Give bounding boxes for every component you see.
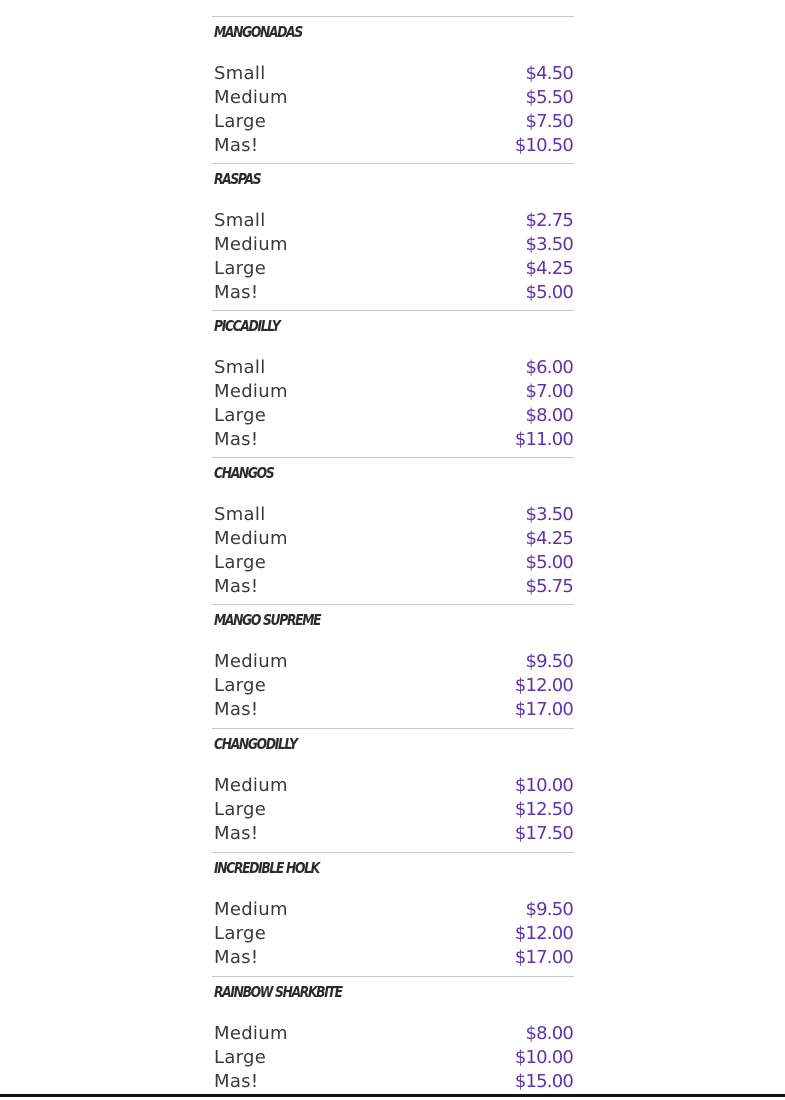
price-value: $10.50 <box>514 134 573 156</box>
price-value: $3.50 <box>525 503 573 525</box>
size-label: Medium <box>214 898 288 920</box>
price-menu <box>212 16 574 1100</box>
price-row <box>212 649 574 673</box>
price-row <box>212 85 574 109</box>
price-row <box>212 1021 574 1045</box>
price-value: $7.50 <box>525 110 573 132</box>
price-value: $5.00 <box>525 551 573 573</box>
size-label: Medium <box>214 650 288 672</box>
price-value: $4.25 <box>525 257 573 279</box>
price-row <box>212 697 574 721</box>
menu-section-rainbow-sharkbite <box>212 976 574 1100</box>
size-label: Medium <box>214 380 288 402</box>
size-label: Mas! <box>214 698 259 720</box>
size-label: Medium <box>214 233 288 255</box>
menu-section-mango-supreme <box>212 604 574 728</box>
price-value: $4.50 <box>525 62 573 84</box>
section-title: CHANGOS <box>214 464 274 482</box>
size-label: Mas! <box>214 822 259 844</box>
price-value: $4.25 <box>525 527 573 549</box>
price-value: $11.00 <box>514 428 573 450</box>
price-row <box>212 133 574 157</box>
price-row <box>212 208 574 232</box>
price-value: $17.00 <box>514 946 573 968</box>
price-row <box>212 526 574 550</box>
price-value: $9.50 <box>525 898 573 920</box>
menu-section-changos <box>212 457 574 604</box>
menu-section-piccadilly <box>212 310 574 457</box>
price-row <box>212 403 574 427</box>
price-value: $6.00 <box>525 356 573 378</box>
size-label: Mas! <box>214 428 259 450</box>
price-value: $15.00 <box>514 1070 573 1092</box>
price-value: $2.75 <box>525 209 573 231</box>
price-row <box>212 502 574 526</box>
price-row <box>212 897 574 921</box>
size-label: Large <box>214 922 267 944</box>
price-row <box>212 550 574 574</box>
price-value: $5.75 <box>525 575 573 597</box>
price-row <box>212 921 574 945</box>
price-row <box>212 797 574 821</box>
size-label: Large <box>214 674 267 696</box>
size-label: Medium <box>214 774 288 796</box>
menu-section-raspas <box>212 163 574 310</box>
size-label: Mas! <box>214 1070 259 1092</box>
size-label: Large <box>214 257 267 279</box>
size-label: Large <box>214 110 267 132</box>
size-label: Large <box>214 798 267 820</box>
section-title: RAINBOW SHARKBITE <box>214 983 342 1001</box>
price-value: $9.50 <box>525 650 573 672</box>
section-title: MANGONADAS <box>214 23 302 41</box>
size-label: Medium <box>214 527 288 549</box>
price-row <box>212 1069 574 1093</box>
price-value: $8.00 <box>525 1022 573 1044</box>
section-title: PICCADILLY <box>214 317 280 335</box>
price-row <box>212 673 574 697</box>
price-row <box>212 280 574 304</box>
size-label: Mas! <box>214 281 259 303</box>
price-row <box>212 256 574 280</box>
size-label: Medium <box>214 86 288 108</box>
price-value: $10.00 <box>514 1046 573 1068</box>
size-label: Small <box>214 356 266 378</box>
price-row <box>212 773 574 797</box>
section-title: MANGO SUPREME <box>214 611 321 629</box>
section-title: CHANGODILLY <box>214 735 297 753</box>
size-label: Mas! <box>214 134 259 156</box>
price-value: $3.50 <box>525 233 573 255</box>
price-row <box>212 61 574 85</box>
size-label: Small <box>214 209 266 231</box>
size-label: Large <box>214 551 267 573</box>
size-label: Small <box>214 503 266 525</box>
price-value: $5.50 <box>525 86 573 108</box>
menu-section-mangonadas <box>212 16 574 163</box>
price-value: $10.00 <box>514 774 573 796</box>
price-row <box>212 109 574 133</box>
size-label: Large <box>214 404 267 426</box>
size-label: Mas! <box>214 575 259 597</box>
price-row <box>212 379 574 403</box>
price-value: $17.00 <box>514 698 573 720</box>
section-title: INCREDIBLE HOLK <box>214 859 319 877</box>
price-value: $12.00 <box>514 922 573 944</box>
menu-section-changodilly <box>212 728 574 852</box>
size-label: Small <box>214 62 266 84</box>
price-row <box>212 821 574 845</box>
size-label: Mas! <box>214 946 259 968</box>
price-value: $17.50 <box>514 822 573 844</box>
price-row <box>212 427 574 451</box>
price-row <box>212 1045 574 1069</box>
price-value: $12.50 <box>514 798 573 820</box>
size-label: Large <box>214 1046 267 1068</box>
price-row <box>212 574 574 598</box>
price-value: $7.00 <box>525 380 573 402</box>
section-title: RASPAS <box>214 170 261 188</box>
size-label: Medium <box>214 1022 288 1044</box>
price-value: $8.00 <box>525 404 573 426</box>
price-value: $12.00 <box>514 674 573 696</box>
price-row <box>212 232 574 256</box>
price-row <box>212 355 574 379</box>
price-row <box>212 945 574 969</box>
menu-section-incredible-holk <box>212 852 574 976</box>
price-value: $5.00 <box>525 281 573 303</box>
